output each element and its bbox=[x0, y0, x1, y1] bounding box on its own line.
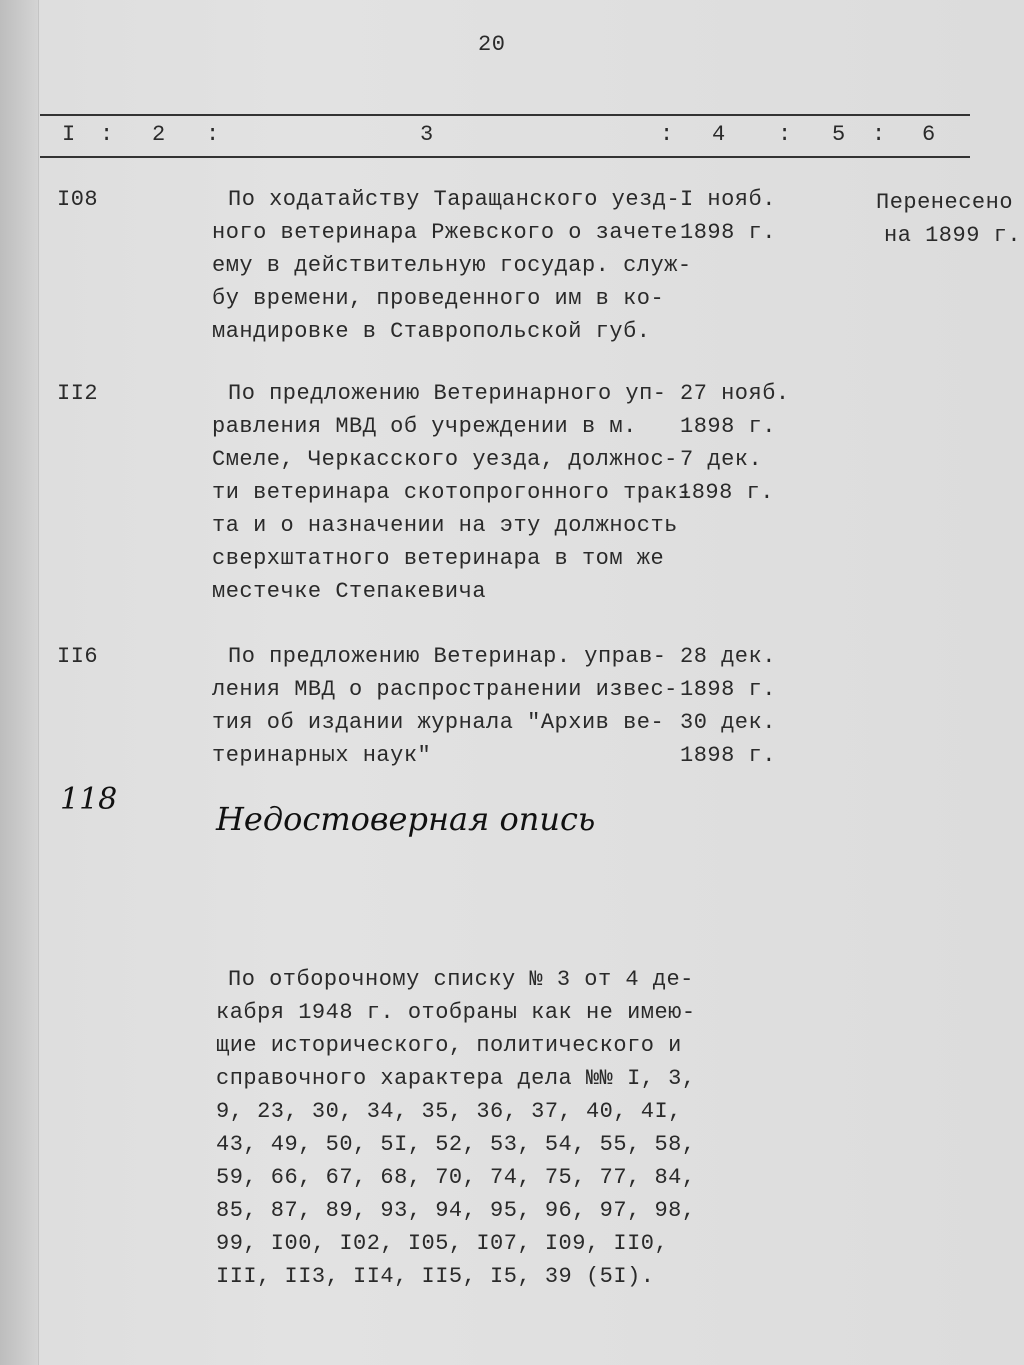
disposal-line: 99, I00, I02, I05, I07, I09, II0, bbox=[216, 1231, 669, 1256]
entry-date: 28 дек. bbox=[680, 644, 776, 669]
header-top-rule bbox=[40, 114, 970, 116]
entry-date: 1898 г. bbox=[680, 414, 776, 439]
page-number: 20 bbox=[478, 32, 506, 57]
col-header-1: I bbox=[62, 122, 76, 147]
entry-number: II2 bbox=[57, 381, 99, 406]
col-header-4: 4 bbox=[712, 122, 726, 147]
entry-text-line: равления МВД об учреждении в м. bbox=[212, 414, 637, 439]
disposal-line: справочного характера дела №№ I, 3, bbox=[216, 1066, 696, 1091]
entry-text-line: По ходатайству Таращанского уезд- bbox=[228, 187, 681, 212]
col-sep: : bbox=[778, 122, 792, 147]
disposal-line: кабря 1948 г. отобраны как не имею- bbox=[216, 1000, 696, 1025]
entry-date: 1898 г. bbox=[680, 677, 776, 702]
entry-text-line: ления МВД о распространении извес- bbox=[212, 677, 678, 702]
col-sep: : bbox=[206, 122, 220, 147]
entry-text-line: ного ветеринара Ржевского о зачете bbox=[212, 220, 678, 245]
entry-date: 30 дек. bbox=[680, 710, 776, 735]
entry-text-line: местечке Степакевича bbox=[212, 579, 487, 604]
col-header-6: 6 bbox=[922, 122, 936, 147]
handwritten-entry-number: 118 bbox=[60, 782, 118, 817]
handwritten-note: Недостоверная опись bbox=[216, 800, 596, 838]
entry-date: 1898 г. bbox=[678, 480, 774, 505]
entry-number: I08 bbox=[57, 187, 99, 212]
entry-note: на 1899 г. bbox=[884, 223, 1022, 248]
entry-text-line: теринарных наук" bbox=[212, 743, 432, 768]
entry-text-line: ему в действительную государ. служ- bbox=[212, 253, 692, 278]
disposal-line: По отборочному списку № 3 от 4 де- bbox=[228, 967, 694, 992]
disposal-line: 85, 87, 89, 93, 94, 95, 96, 97, 98, bbox=[216, 1198, 696, 1223]
entry-text-line: Смеле, Черкасского уезда, должнос- bbox=[212, 447, 678, 472]
entry-text-line: тия об издании журнала "Архив ве- bbox=[212, 710, 665, 735]
disposal-line: 59, 66, 67, 68, 70, 74, 75, 77, 84, bbox=[216, 1165, 696, 1190]
col-header-2: 2 bbox=[152, 122, 166, 147]
disposal-line: щие исторического, политического и bbox=[216, 1033, 682, 1058]
entry-date: 1898 г. bbox=[680, 220, 776, 245]
entry-text-line: По предложению Ветеринар. управ- bbox=[228, 644, 667, 669]
entry-date: 7 дек. bbox=[680, 447, 763, 472]
entry-text-line: По предложению Ветеринарного уп- bbox=[228, 381, 667, 406]
binding-spine bbox=[0, 0, 39, 1365]
entry-text-line: ти ветеринара скотопрогонного трак- bbox=[212, 480, 692, 505]
header-bottom-rule bbox=[40, 156, 970, 158]
entry-text-line: сверхштатного ветеринара в том же bbox=[212, 546, 665, 571]
entry-date: I нояб. bbox=[680, 187, 776, 212]
col-header-5: 5 bbox=[832, 122, 846, 147]
col-sep: : bbox=[100, 122, 114, 147]
entry-date: 27 нояб. bbox=[680, 381, 790, 406]
entry-text-line: мандировке в Ставропольской губ. bbox=[212, 319, 651, 344]
entry-text-line: та и о назначении на эту должность bbox=[212, 513, 678, 538]
col-sep: : bbox=[872, 122, 886, 147]
entry-text-line: бу времени, проведенного им в ко- bbox=[212, 286, 665, 311]
entry-number: II6 bbox=[57, 644, 99, 669]
col-header-3: 3 bbox=[420, 122, 434, 147]
disposal-line: III, II3, II4, II5, I5, 39 (5I). bbox=[216, 1264, 655, 1289]
col-sep: : bbox=[660, 122, 674, 147]
disposal-line: 43, 49, 50, 5I, 52, 53, 54, 55, 58, bbox=[216, 1132, 696, 1157]
entry-note: Перенесено bbox=[876, 190, 1014, 215]
disposal-line: 9, 23, 30, 34, 35, 36, 37, 40, 4I, bbox=[216, 1099, 682, 1124]
entry-date: 1898 г. bbox=[680, 743, 776, 768]
